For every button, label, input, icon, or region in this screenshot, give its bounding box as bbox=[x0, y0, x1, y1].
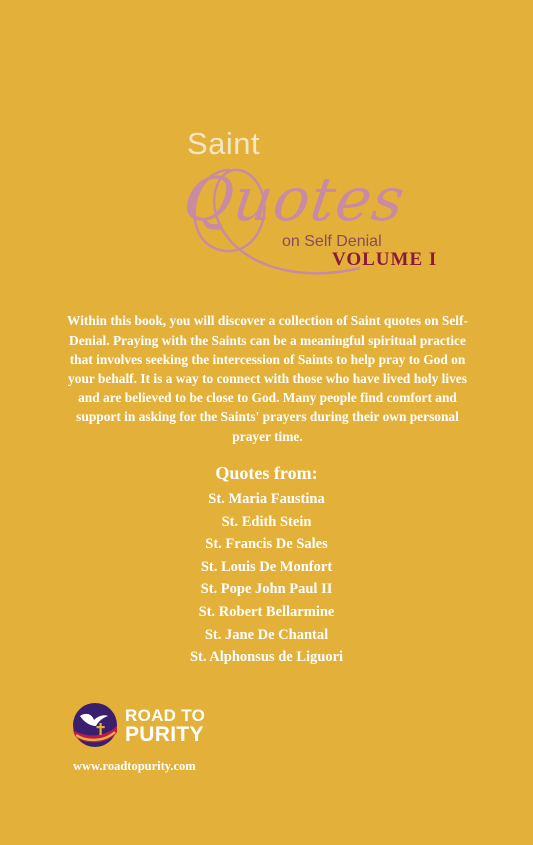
list-item: St. Robert Bellarmine bbox=[198, 603, 335, 620]
list-item: St. Louis De Monfort bbox=[200, 558, 333, 575]
list-item: St. Pope John Paul II bbox=[200, 581, 333, 598]
title-quotes: Quotes bbox=[179, 165, 410, 235]
list-item: St. Francis De Sales bbox=[205, 536, 328, 553]
book-description: Within this book, you will discover a collection of Saint quotes on Self-Denial. Praying with the Saints can be a meaningful spiritual practice that involves seeking the intercession of Saints to help pray to God on your behalf. It is a way to connect with those who have lived holy lives and are believed to be close to God. Many people find comfort and support in asking for the Saints' prayers during their own personal prayer time. bbox=[67, 313, 468, 444]
title-subtitle: on Self Denial bbox=[282, 233, 382, 250]
logo-line1: ROAD TO bbox=[125, 706, 206, 725]
list-item: St. Alphonsus de Liguori bbox=[189, 649, 344, 666]
list-item: St. Jane De Chantal bbox=[204, 626, 329, 643]
list-item: St. Maria Faustina bbox=[208, 491, 325, 507]
logo-line2: PURITY bbox=[125, 723, 204, 746]
saint-list bbox=[0, 488, 533, 669]
publisher-logo-text bbox=[125, 706, 205, 744]
quotes-from-heading: Quotes from: bbox=[215, 463, 318, 483]
title-volume: VOLUME I bbox=[332, 249, 438, 270]
website-link[interactable]: www.roadtopurity.com bbox=[73, 759, 196, 773]
title-saint: Saint bbox=[187, 126, 261, 161]
dove-cross-icon bbox=[72, 702, 118, 748]
title-block bbox=[0, 0, 533, 290]
list-item: St. Edith Stein bbox=[221, 513, 312, 530]
